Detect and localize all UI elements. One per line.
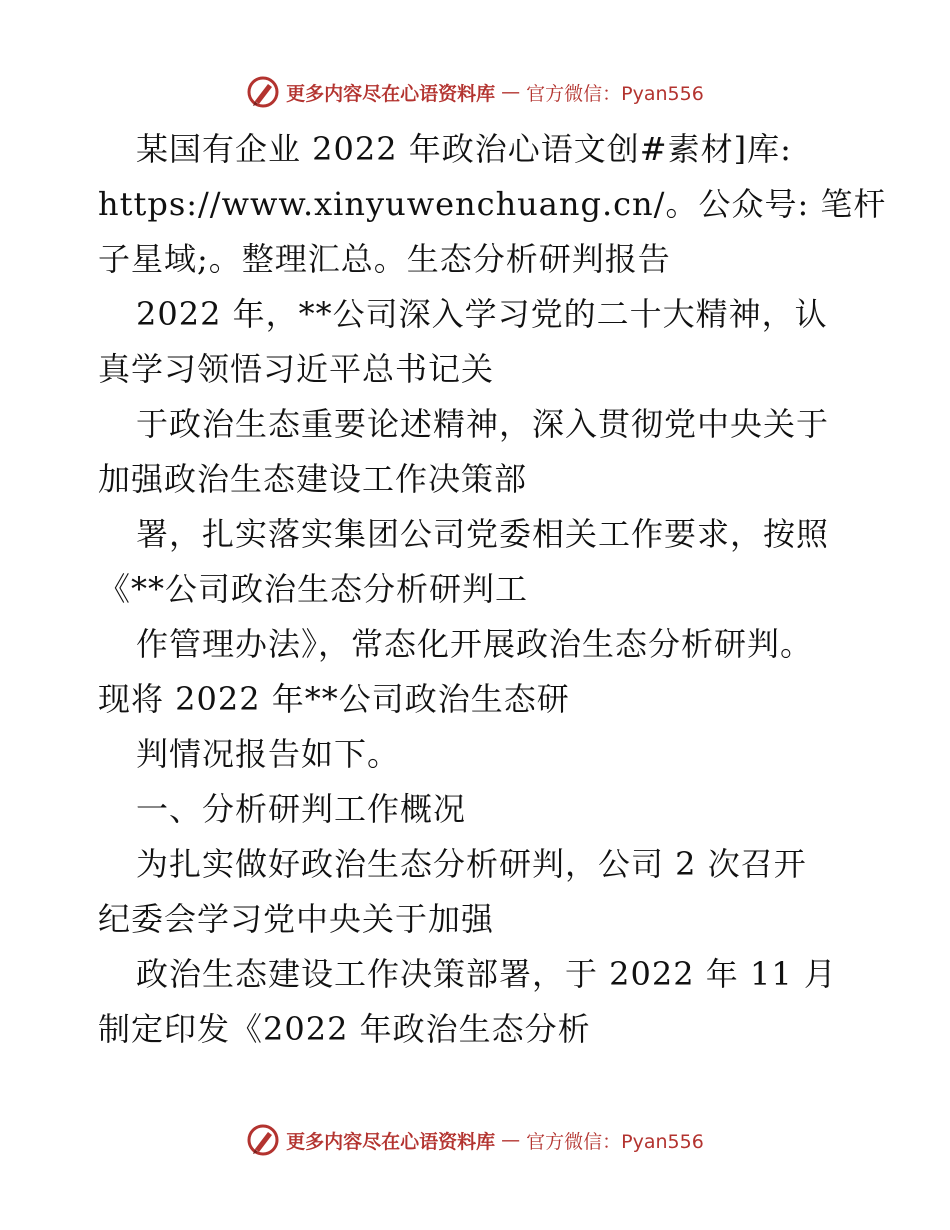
text-line: 纪委会学习党中央关于加强 [98, 900, 495, 938]
text-line: 现将 2022 年**公司政治生态研 [98, 680, 570, 718]
text-line: 政治生态建设工作决策部署，于 2022 年 11 月 [136, 955, 837, 993]
text-line: https://www.xinyuwenchuang.cn/。公众号: 笔杆 [98, 185, 887, 223]
text-line: 真学习领悟习近平总书记关 [98, 350, 495, 388]
text-line: 为扎实做好政治生态分析研判，公司 2 次召开 [136, 845, 807, 883]
banner-dash: — [501, 1129, 521, 1151]
pen-logo-icon [246, 75, 280, 109]
text-line: 作管理办法》，常态化开展政治生态分析研判。 [136, 625, 814, 663]
text-line: 判情况报告如下。 [136, 735, 401, 773]
text-line: 署，扎实落实集团公司党委相关工作要求，按照 [136, 515, 830, 553]
footer-banner [0, 1120, 950, 1160]
text-line: 制定印发《2022 年政治生态分析 [98, 1010, 591, 1048]
banner-dash: — [501, 81, 521, 103]
text-line: 于政治生态重要论述精神，深入贯彻党中央关于 [136, 405, 830, 443]
banner-wechat: 官方微信：Pyan556 [526, 82, 704, 105]
banner-wechat: 官方微信：Pyan556 [526, 1130, 704, 1153]
banner-slogan: 更多内容尽在心语资料库 [286, 82, 496, 105]
banner-slogan: 更多内容尽在心语资料库 [286, 1130, 496, 1153]
document-body [98, 122, 887, 1057]
text-line: 加强政治生态建设工作决策部 [98, 460, 528, 498]
header-banner [0, 72, 950, 112]
text-line: 子星域;。整理汇总。生态分析研判报告 [98, 240, 671, 278]
text-line: 《**公司政治生态分析研判工 [98, 570, 529, 608]
section-heading: 一、分析研判工作概况 [136, 790, 467, 828]
pen-logo-icon [246, 1123, 280, 1157]
text-line: 某国有企业 2022 年政治心语文创#素材]库: [136, 130, 792, 168]
text-line: 2022 年，**公司深入学习党的二十大精神，认 [136, 295, 828, 333]
